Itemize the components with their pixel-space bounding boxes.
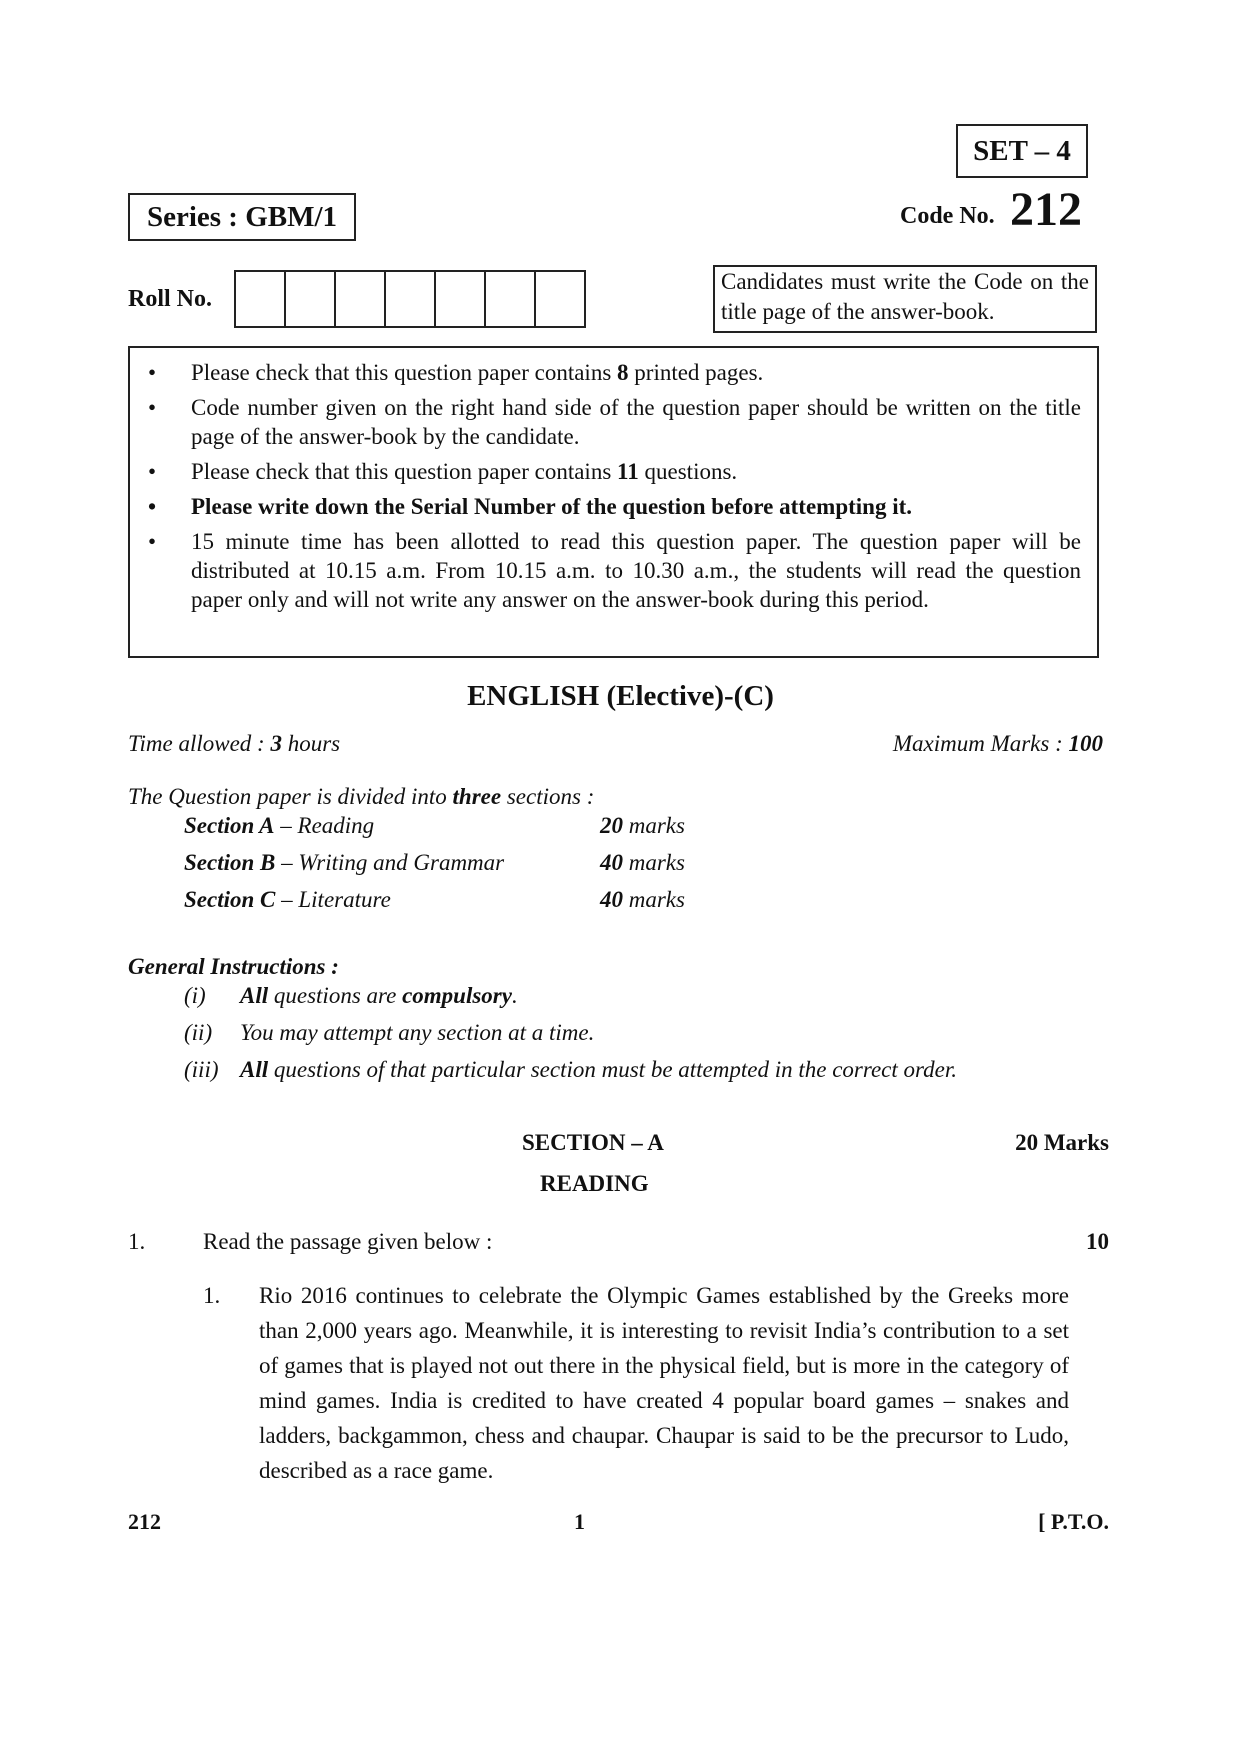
marks-prefix: Maximum Marks : xyxy=(892,731,1069,756)
instruction-item xyxy=(130,492,1081,521)
section-name: Section B xyxy=(184,850,276,875)
section-a-subheading: READING xyxy=(540,1171,649,1196)
bullet: • xyxy=(148,459,157,484)
roll-number-cell[interactable] xyxy=(436,272,486,326)
general-instructions-heading: General Instructions : xyxy=(128,954,339,979)
section-marks-value: 40 xyxy=(600,850,623,875)
question-marks: 10 xyxy=(1086,1229,1109,1254)
gi-bold: compulsory xyxy=(402,983,512,1008)
gi-bold: All xyxy=(240,983,269,1008)
section-desc: – Literature xyxy=(275,887,391,912)
section-marks-unit: marks xyxy=(623,850,685,875)
instruction-bold: 8 xyxy=(617,360,629,385)
code-label: Code No. xyxy=(900,203,995,229)
pto-label: [ P.T.O. xyxy=(1038,1509,1109,1534)
division-line xyxy=(128,784,594,810)
instruction-text: printed pages. xyxy=(628,360,764,385)
section-marks xyxy=(600,887,685,913)
roll-number-cell[interactable] xyxy=(236,272,286,326)
division-bold: three xyxy=(452,784,502,809)
roll-number-boxes[interactable] xyxy=(234,270,586,328)
question-number: 1. xyxy=(128,1229,146,1254)
gi-num: (ii) xyxy=(184,1020,213,1045)
section-marks-value: 20 xyxy=(600,813,623,838)
section-marks-value: 40 xyxy=(600,887,623,912)
instruction-text: Please check that this question paper contains xyxy=(191,360,618,385)
bullet: • xyxy=(148,395,157,420)
roll-number-cell[interactable] xyxy=(536,272,586,326)
instruction-item xyxy=(130,393,1081,451)
candidate-note: Candidates must write the Code on the title page of the answer-book. xyxy=(713,265,1097,333)
section-row xyxy=(184,887,391,913)
marks-value: 100 xyxy=(1068,731,1103,756)
instruction-bold: 11 xyxy=(617,459,639,484)
roll-number-cell[interactable] xyxy=(336,272,386,326)
instruction-text: Code number given on the right hand side of the question paper should be written on the title page of the answer-book by the candidate. xyxy=(191,395,1081,449)
instruction-text: Please check that this question paper contains xyxy=(191,459,618,484)
gi-plain: questions of that particular section must be attempted in the correct order. xyxy=(268,1057,957,1082)
code-number: 212 xyxy=(1010,183,1082,236)
time-prefix: Time allowed : xyxy=(128,731,271,756)
roll-label: Roll No. xyxy=(128,286,212,312)
time-allowed xyxy=(128,731,340,757)
gi-num: (iii) xyxy=(184,1057,219,1082)
section-marks-unit: marks xyxy=(623,887,685,912)
section-desc: – Writing and Grammar xyxy=(275,850,505,875)
section-a-marks: 20 Marks xyxy=(1015,1130,1109,1155)
roll-number-cell[interactable] xyxy=(486,272,536,326)
footer-code: 212 xyxy=(128,1509,161,1534)
bullet: • xyxy=(148,494,157,519)
gi-plain: questions are xyxy=(268,983,403,1008)
gi-plain: . xyxy=(511,983,518,1008)
gi-text xyxy=(240,983,518,1009)
series-label: Series : GBM/1 xyxy=(128,193,356,241)
section-desc: – Reading xyxy=(274,813,375,838)
instructions-list xyxy=(130,348,1097,614)
gi-text xyxy=(240,1020,594,1046)
section-name: Section C xyxy=(184,887,276,912)
page-number: 1 xyxy=(574,1509,585,1534)
division-suffix: sections : xyxy=(501,784,595,809)
section-name: Section A xyxy=(184,813,275,838)
time-suffix: hours xyxy=(281,731,341,756)
gi-bold: All xyxy=(240,1057,269,1082)
instruction-item xyxy=(130,457,1081,486)
instruction-item xyxy=(130,527,1081,614)
instruction-text: questions. xyxy=(638,459,738,484)
paragraph-number: 1. xyxy=(203,1283,221,1308)
time-value: 3 xyxy=(270,731,282,756)
instruction-text: 15 minute time has been allotted to read this question paper. The question paper will be distributed at 10.15 a.m. From 10.15 a.m. to 10.30 a.m., the students will read the question paper only and will not write any answer on the answer-book during this period. xyxy=(191,529,1081,612)
section-marks xyxy=(600,850,685,876)
instruction-text: Please write down the Serial Number of the question before attempting it. xyxy=(191,494,913,519)
division-prefix: The Question paper is divided into xyxy=(128,784,453,809)
section-row xyxy=(184,813,374,839)
paper-title: ENGLISH (Elective)-(C) xyxy=(467,680,774,712)
roll-number-cell[interactable] xyxy=(386,272,436,326)
instruction-item xyxy=(130,358,1081,387)
reading-passage: Rio 2016 continues to celebrate the Olympic Games established by the Greeks more than 2,000 years ago. Meanwhile, it is interesting to revisit India’s contribution to a set of games that is played not out there in the physical field, but is more in the category of mind games. India is credited to have created 4 popular board games – snakes and ladders, backgammon, chess and chaupar. Chaupar is said to be the precursor to Ludo, described as a race game. xyxy=(259,1283,1069,1483)
gi-plain: You may attempt any section at a time. xyxy=(240,1020,595,1045)
maximum-marks xyxy=(893,731,1103,757)
gi-num: (i) xyxy=(184,983,206,1008)
section-marks xyxy=(600,813,685,839)
question-text: Read the passage given below : xyxy=(203,1229,493,1254)
gi-text xyxy=(240,1057,957,1083)
instructions-box xyxy=(128,346,1099,658)
section-a-heading: SECTION – A xyxy=(522,1130,664,1155)
section-marks-unit: marks xyxy=(623,813,685,838)
bullet: • xyxy=(148,360,157,385)
set-label: SET – 4 xyxy=(956,124,1088,178)
bullet: • xyxy=(148,529,157,554)
roll-number-cell[interactable] xyxy=(286,272,336,326)
section-row xyxy=(184,850,504,876)
